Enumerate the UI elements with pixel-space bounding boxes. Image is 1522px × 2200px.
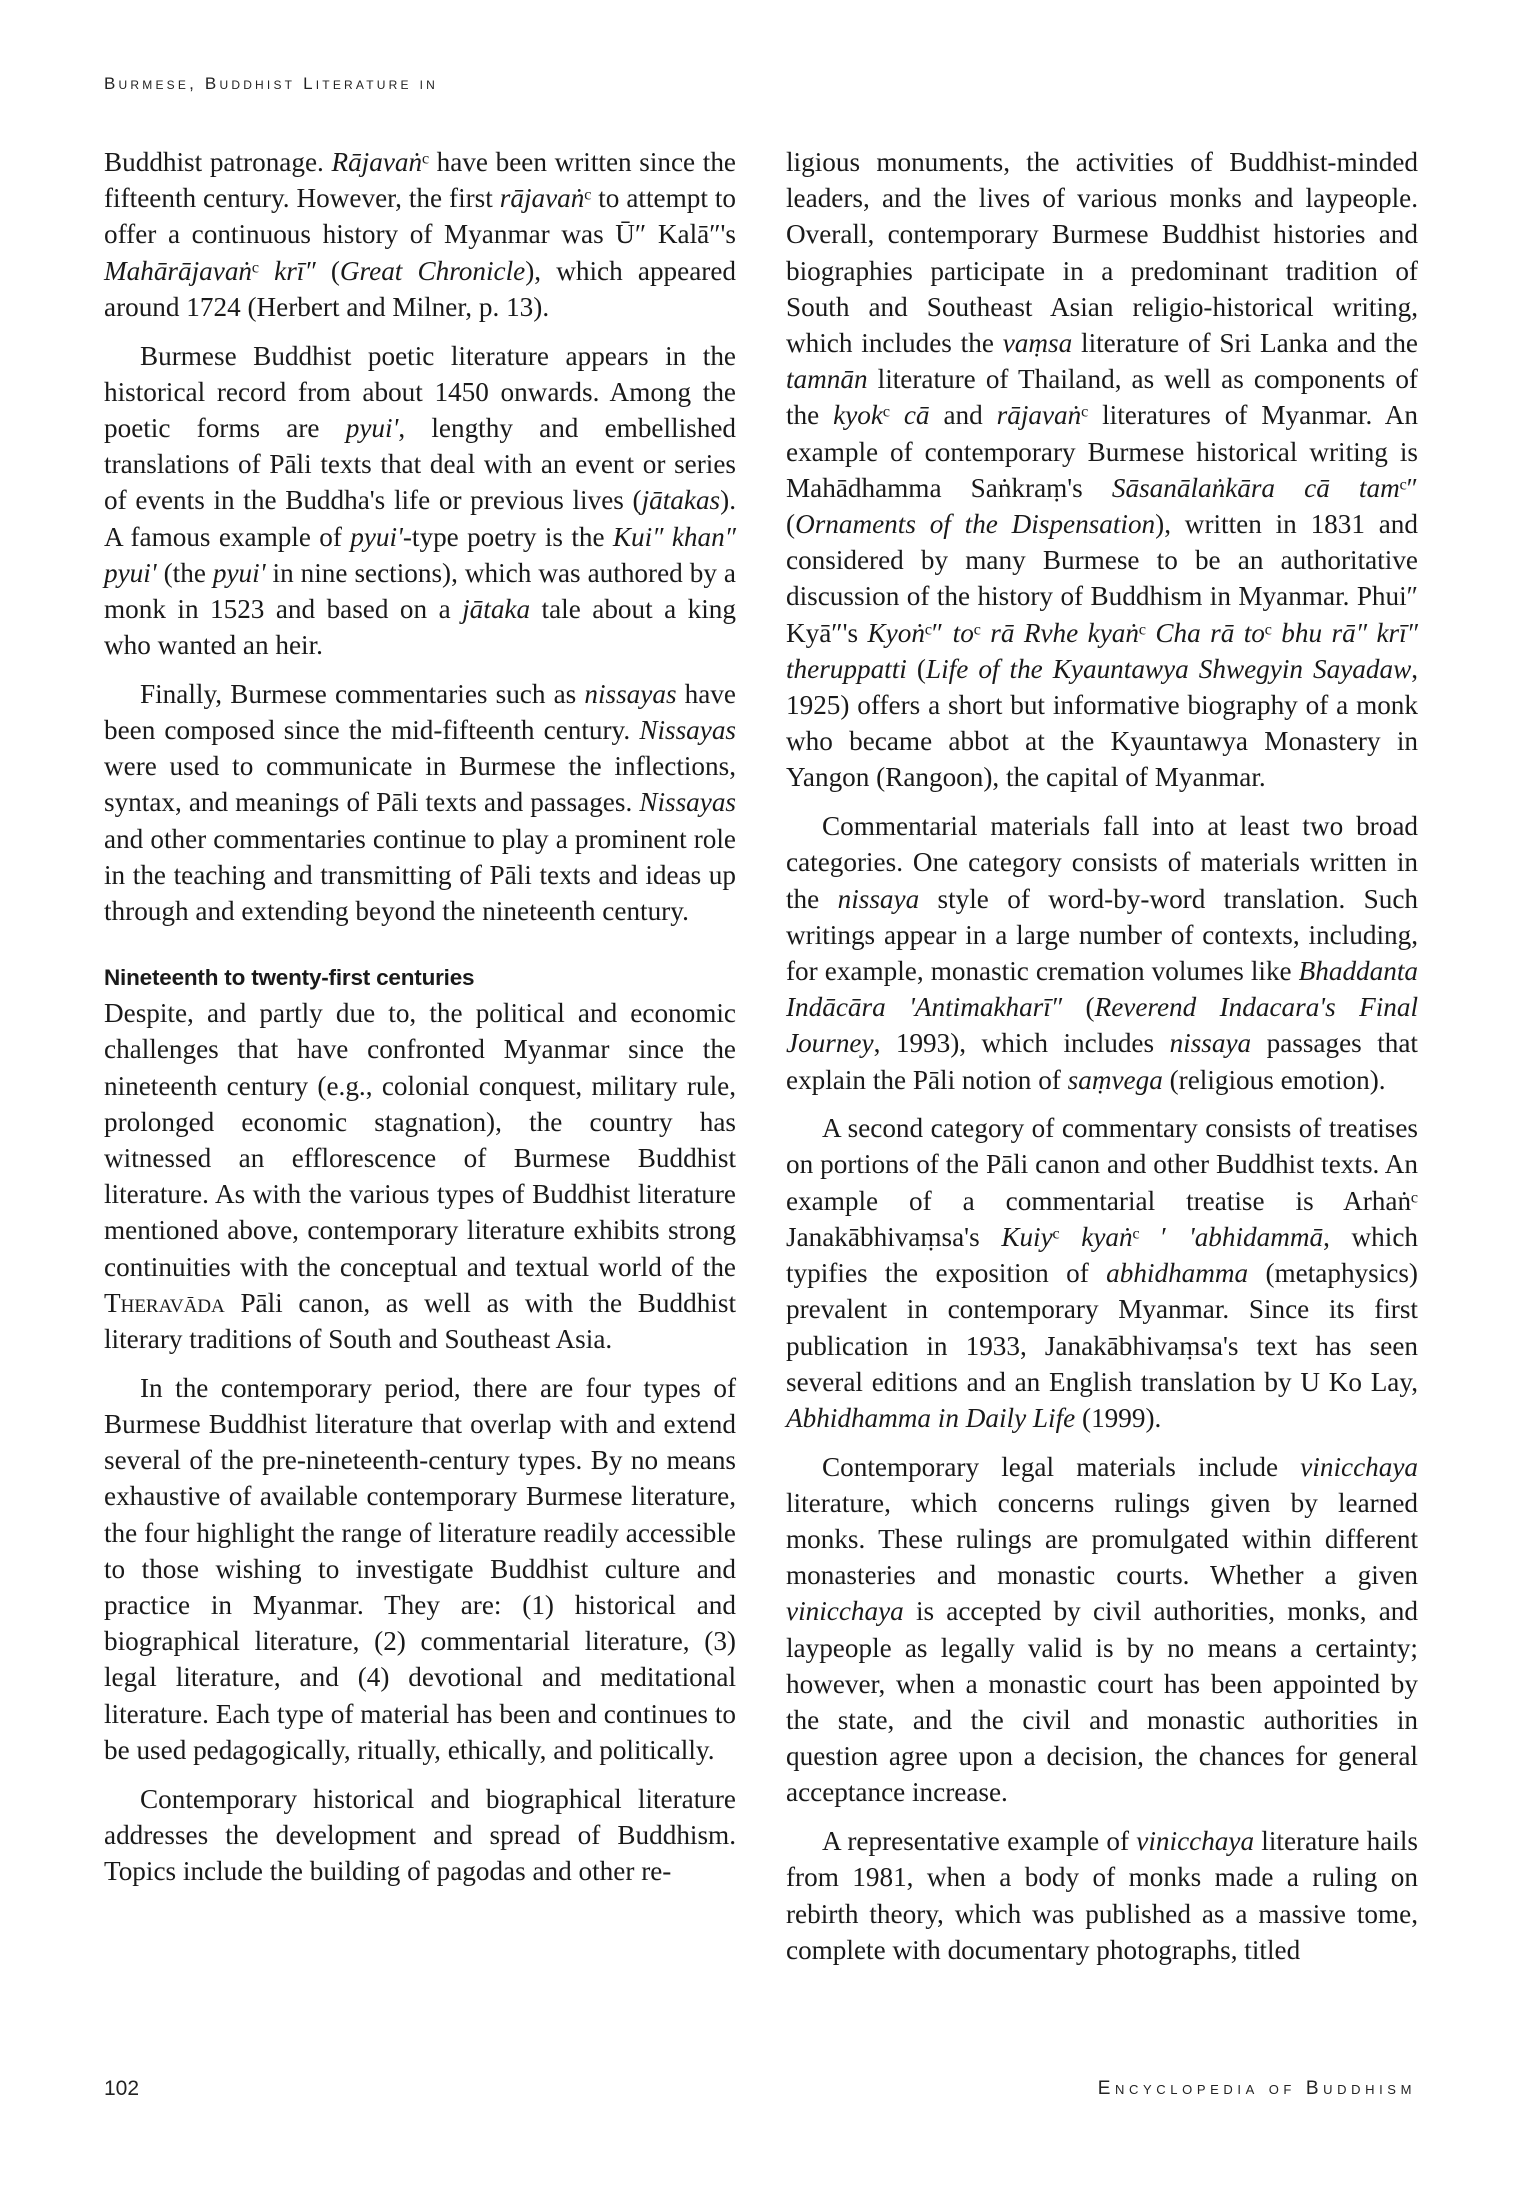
left-column xyxy=(104,144,736,1902)
paragraph-p7 xyxy=(786,144,1418,796)
text-run: Buddhist patronage. xyxy=(104,147,332,177)
text-run: ᶜ xyxy=(973,617,991,648)
italic-term: Kyoṅ xyxy=(867,617,925,648)
italic-term: rājavaṅ xyxy=(996,400,1082,431)
text-run: ᶜ ′ xyxy=(1132,1221,1189,1252)
italic-term: jātakas xyxy=(641,485,721,516)
text-run: have been composed since the mid-fifteenth century. xyxy=(104,678,736,746)
text-run: passages that explain the Pāli notion of xyxy=(786,1028,1418,1095)
text-run: literature, which concerns rulings given by learned monks. These rulings are promulgated within different monasteries and monastic courts. Whether a given xyxy=(786,1487,1418,1591)
text-run: ᶜ xyxy=(1052,1221,1082,1252)
text-run: Burmese Buddhist poetic literature appears in the historical record from about 1450 onwards. Among the poetic forms are xyxy=(104,340,736,443)
italic-term: jātaka xyxy=(462,593,531,624)
text-run: ᶜ″ xyxy=(924,617,953,648)
italic-term: vinicchaya xyxy=(1136,1826,1255,1857)
italic-term: saṃvega xyxy=(1067,1064,1163,1095)
text-run: Contemporary legal materials include xyxy=(822,1451,1301,1482)
text-run: , lengthy and embellished translations of Pāli texts that deal with an event or series of events in the Buddha's life or previous lives ( xyxy=(104,412,736,516)
italic-term: Sāsanālaṅkāra cā tam xyxy=(1111,472,1400,503)
text-run: ), which appeared around 1724 (Herbert and Milner, p. 13). xyxy=(104,255,736,322)
left-column-paragraphs xyxy=(104,144,736,929)
text-run: ᶜ xyxy=(252,255,275,286)
italic-term: to xyxy=(952,617,974,648)
italic-term: pyui' xyxy=(212,557,266,588)
paragraph-p5 xyxy=(104,1370,736,1768)
text-run: (metaphysics) prevalent in contemporary Myanmar. Since its first publication in 1933, Janakābhivaṃsa's text has seen several editions and an English translation by U Ko Lay, xyxy=(786,1258,1418,1397)
text-run: (religious emotion). xyxy=(1162,1064,1386,1095)
text-run: ᶜ xyxy=(1138,617,1156,648)
section-heading: Nineteenth to twenty-first centuries xyxy=(104,965,475,991)
italic-term: nissayas xyxy=(584,678,677,709)
paragraph-p4 xyxy=(104,995,736,1357)
text-run: ᶜ″ ( xyxy=(786,472,1418,540)
italic-term: Ornaments of the Dispensation xyxy=(795,509,1156,540)
text-run: ligious monuments, the activities of Buddhist-minded leaders, and the lives of various monks and laypeople. Overall, contemporary Burmese Buddhist histories and biographies participate in a predominant tradition of South and Southeast Asian religio-historical writing, which includes the xyxy=(786,147,1418,359)
italic-term: Nissayas xyxy=(639,787,736,818)
paragraph-p2 xyxy=(104,338,736,664)
left-column-paragraphs-after-heading xyxy=(104,995,736,1889)
text-run: tale about a king who wanted an heir. xyxy=(104,593,736,661)
text-run: ᶜ xyxy=(1264,617,1282,648)
italic-term: kyok xyxy=(833,400,883,431)
text-run: ᶜ xyxy=(882,400,904,431)
italic-term: vinicchaya xyxy=(1300,1451,1418,1482)
text-run: Contemporary historical and biographical literature addresses the development and spread of Buddhism. Topics include the building of pagodas and other re- xyxy=(104,1783,736,1886)
right-column xyxy=(786,144,1418,1980)
italic-term: Rājavaṅ xyxy=(331,147,423,177)
text-run: and xyxy=(929,400,997,431)
text-run: in nine sections), which was authored by a monk in 1523 and based on a xyxy=(104,557,736,624)
italic-term: Great Chronicle xyxy=(339,255,526,286)
text-run: Despite, and partly due to, the political and economic challenges that have confronted Myanmar since the nineteenth century (e.g., colonial conquest, military rule, prolonged economic stagnation), the country has witnessed an efflorescence of Burmese Buddhist literature. As with the various types of Buddhist literature mentioned above, contemporary literature exhibits strong continuities with the conceptual and textual world of the xyxy=(104,998,736,1282)
text-run: ( xyxy=(906,653,926,684)
text-run: ᶜ literatures of Myanmar. An example of contemporary Burmese historical writing is Mahādhamma Saṅkraṃ's xyxy=(786,400,1418,503)
italic-term: rā Rvhe kyaṅ xyxy=(990,617,1139,648)
italic-term: kyaṅ xyxy=(1081,1221,1133,1252)
publication-title: Encyclopedia of Buddhism xyxy=(1097,2078,1416,2099)
italic-term: Abhidhamma in Daily Life xyxy=(786,1402,1076,1433)
italic-term: vinicchaya xyxy=(786,1596,904,1627)
italic-term: Cha rā to xyxy=(1155,617,1265,648)
italic-term: Life of the Kyauntawya Shwegyin Sayadaw xyxy=(925,653,1412,684)
text-run: , 1993), which includes xyxy=(873,1028,1170,1059)
paragraph-p6 xyxy=(104,1781,736,1890)
text-run: A second category of commentary consists of treatises on portions of the Pāli canon and other Buddhist texts. An example of a commentarial treatise is Arhaṅᶜ Janakābhivaṃsa's xyxy=(786,1113,1418,1252)
text-run: , 1925) offers a short but informative biography of a monk who became abbot at the Kyauntawya Monastery in Yangon (Rangoon), the capital of Myanmar. xyxy=(786,653,1418,793)
italic-term: vaṃsa xyxy=(1002,328,1073,359)
paragraph-p1 xyxy=(104,144,736,325)
italic-term: 'abhidammā xyxy=(1188,1221,1324,1252)
italic-term: Reverend Indacara's Final Journey xyxy=(786,992,1418,1059)
italic-term: krī″ xyxy=(274,255,316,286)
text-run: literature of Sri Lanka and the xyxy=(1072,328,1418,359)
text-run: Commentarial materials fall into at least two broad categories. One category consists of materials written in the xyxy=(786,811,1418,914)
text-run: and other commentaries continue to play a prominent role in the teaching and transmitting of Pāli texts and ideas up through and extending beyond the nineteenth century. xyxy=(104,823,736,927)
italic-term: Nissayas xyxy=(639,715,736,746)
text-run: style of word-by-word translation. Such writings appear in a large number of contexts, including, for example, monastic cremation volumes like xyxy=(786,883,1418,986)
text-run: , which typifies the exposition of xyxy=(786,1221,1418,1289)
running-head: Burmese, Buddhist Literature in xyxy=(104,74,439,93)
italic-term: tamnān xyxy=(786,364,868,395)
italic-term: nissaya xyxy=(1169,1028,1252,1059)
paragraph-p9 xyxy=(786,1110,1418,1436)
text-run: Pāli canon, as well as with the Buddhist literary traditions of South and Southeast Asia. xyxy=(104,1287,736,1355)
paragraph-p3 xyxy=(104,676,736,929)
italic-term: rājavaṅ xyxy=(499,183,585,214)
paragraph-p11 xyxy=(786,1823,1418,1968)
italic-term: bhu rā″ krī″ theruppatti xyxy=(786,617,1418,684)
italic-term: Mahārājavaṅ xyxy=(104,255,253,286)
italic-term: pyui' xyxy=(345,412,399,443)
text-run: Finally, Burmese commentaries such as xyxy=(140,678,585,709)
italic-term: Kui″ khan″ pyui' xyxy=(104,521,737,588)
italic-term: abhidhamma xyxy=(1106,1258,1249,1289)
text-run: In the contemporary period, there are four types of Burmese Buddhist literature that overlap with and extend several of the pre-nineteenth-century types. By no means exhaustive of available contemporary Burmese literature, the four highlight the range of literature readily accessible to those wishing to investigate Buddhist culture and practice in Myanmar. They are: (1) historical and biographical literature, (2) commentarial literature, (3) legal literature, and (4) devotional and meditational literature. Each type of material has been and continues to be used pedagogically, ritually, ethically, and politically. xyxy=(104,1372,736,1765)
text-run: (the xyxy=(156,557,213,588)
paragraph-p10 xyxy=(786,1449,1418,1811)
text-run: ). A famous example of xyxy=(104,485,736,552)
italic-term: Bhaddanta Indācāra 'Antimakharī″ xyxy=(786,955,1418,1023)
italic-term: pyui' xyxy=(350,521,403,552)
text-run: literature of Thailand, as well as components of the xyxy=(786,364,1418,431)
text-run: ( xyxy=(315,255,340,286)
paragraph-p8 xyxy=(786,808,1418,1098)
text-run: ), written in 1831 and considered by many Burmese to be an authoritative discussion of the history of Buddhism in Myanmar. Phui″ Kyā″'s xyxy=(786,509,1418,648)
small-caps-term: Theravāda xyxy=(104,1287,225,1318)
text-run: literature hails from 1981, when a body of monks made a ruling on rebirth theory, which was published as a massive tome, complete with documentary photographs, titled xyxy=(786,1826,1419,1965)
text-run: is accepted by civil authorities, monks, and laypeople as legally valid is by no means a certainty; however, when a monastic court has been appointed by the state, and the civil and monastic authorities in question agree upon a decision, the chances for general acceptance increase. xyxy=(786,1596,1418,1808)
text-run: ( xyxy=(1062,992,1095,1023)
text-run: ᶜ to attempt to offer a continuous history of Myanmar was Ū″ Kalā″'s xyxy=(104,183,736,250)
page-number: 102 xyxy=(104,2077,140,2100)
text-run: (1999). xyxy=(1075,1402,1162,1433)
text-run: A representative example of xyxy=(822,1826,1137,1857)
text-run: ᶜ have been written since the fifteenth century. However, the first xyxy=(104,147,736,214)
italic-term: cā xyxy=(903,400,930,431)
text-run: -type poetry is the xyxy=(402,521,613,552)
text-run: were used to communicate in Burmese the inflections, syntax, and meanings of Pāli texts and passages. xyxy=(104,751,736,818)
italic-term: nissaya xyxy=(837,883,920,914)
right-column-paragraphs xyxy=(786,144,1418,1968)
italic-term: Kuiy xyxy=(1001,1221,1053,1252)
